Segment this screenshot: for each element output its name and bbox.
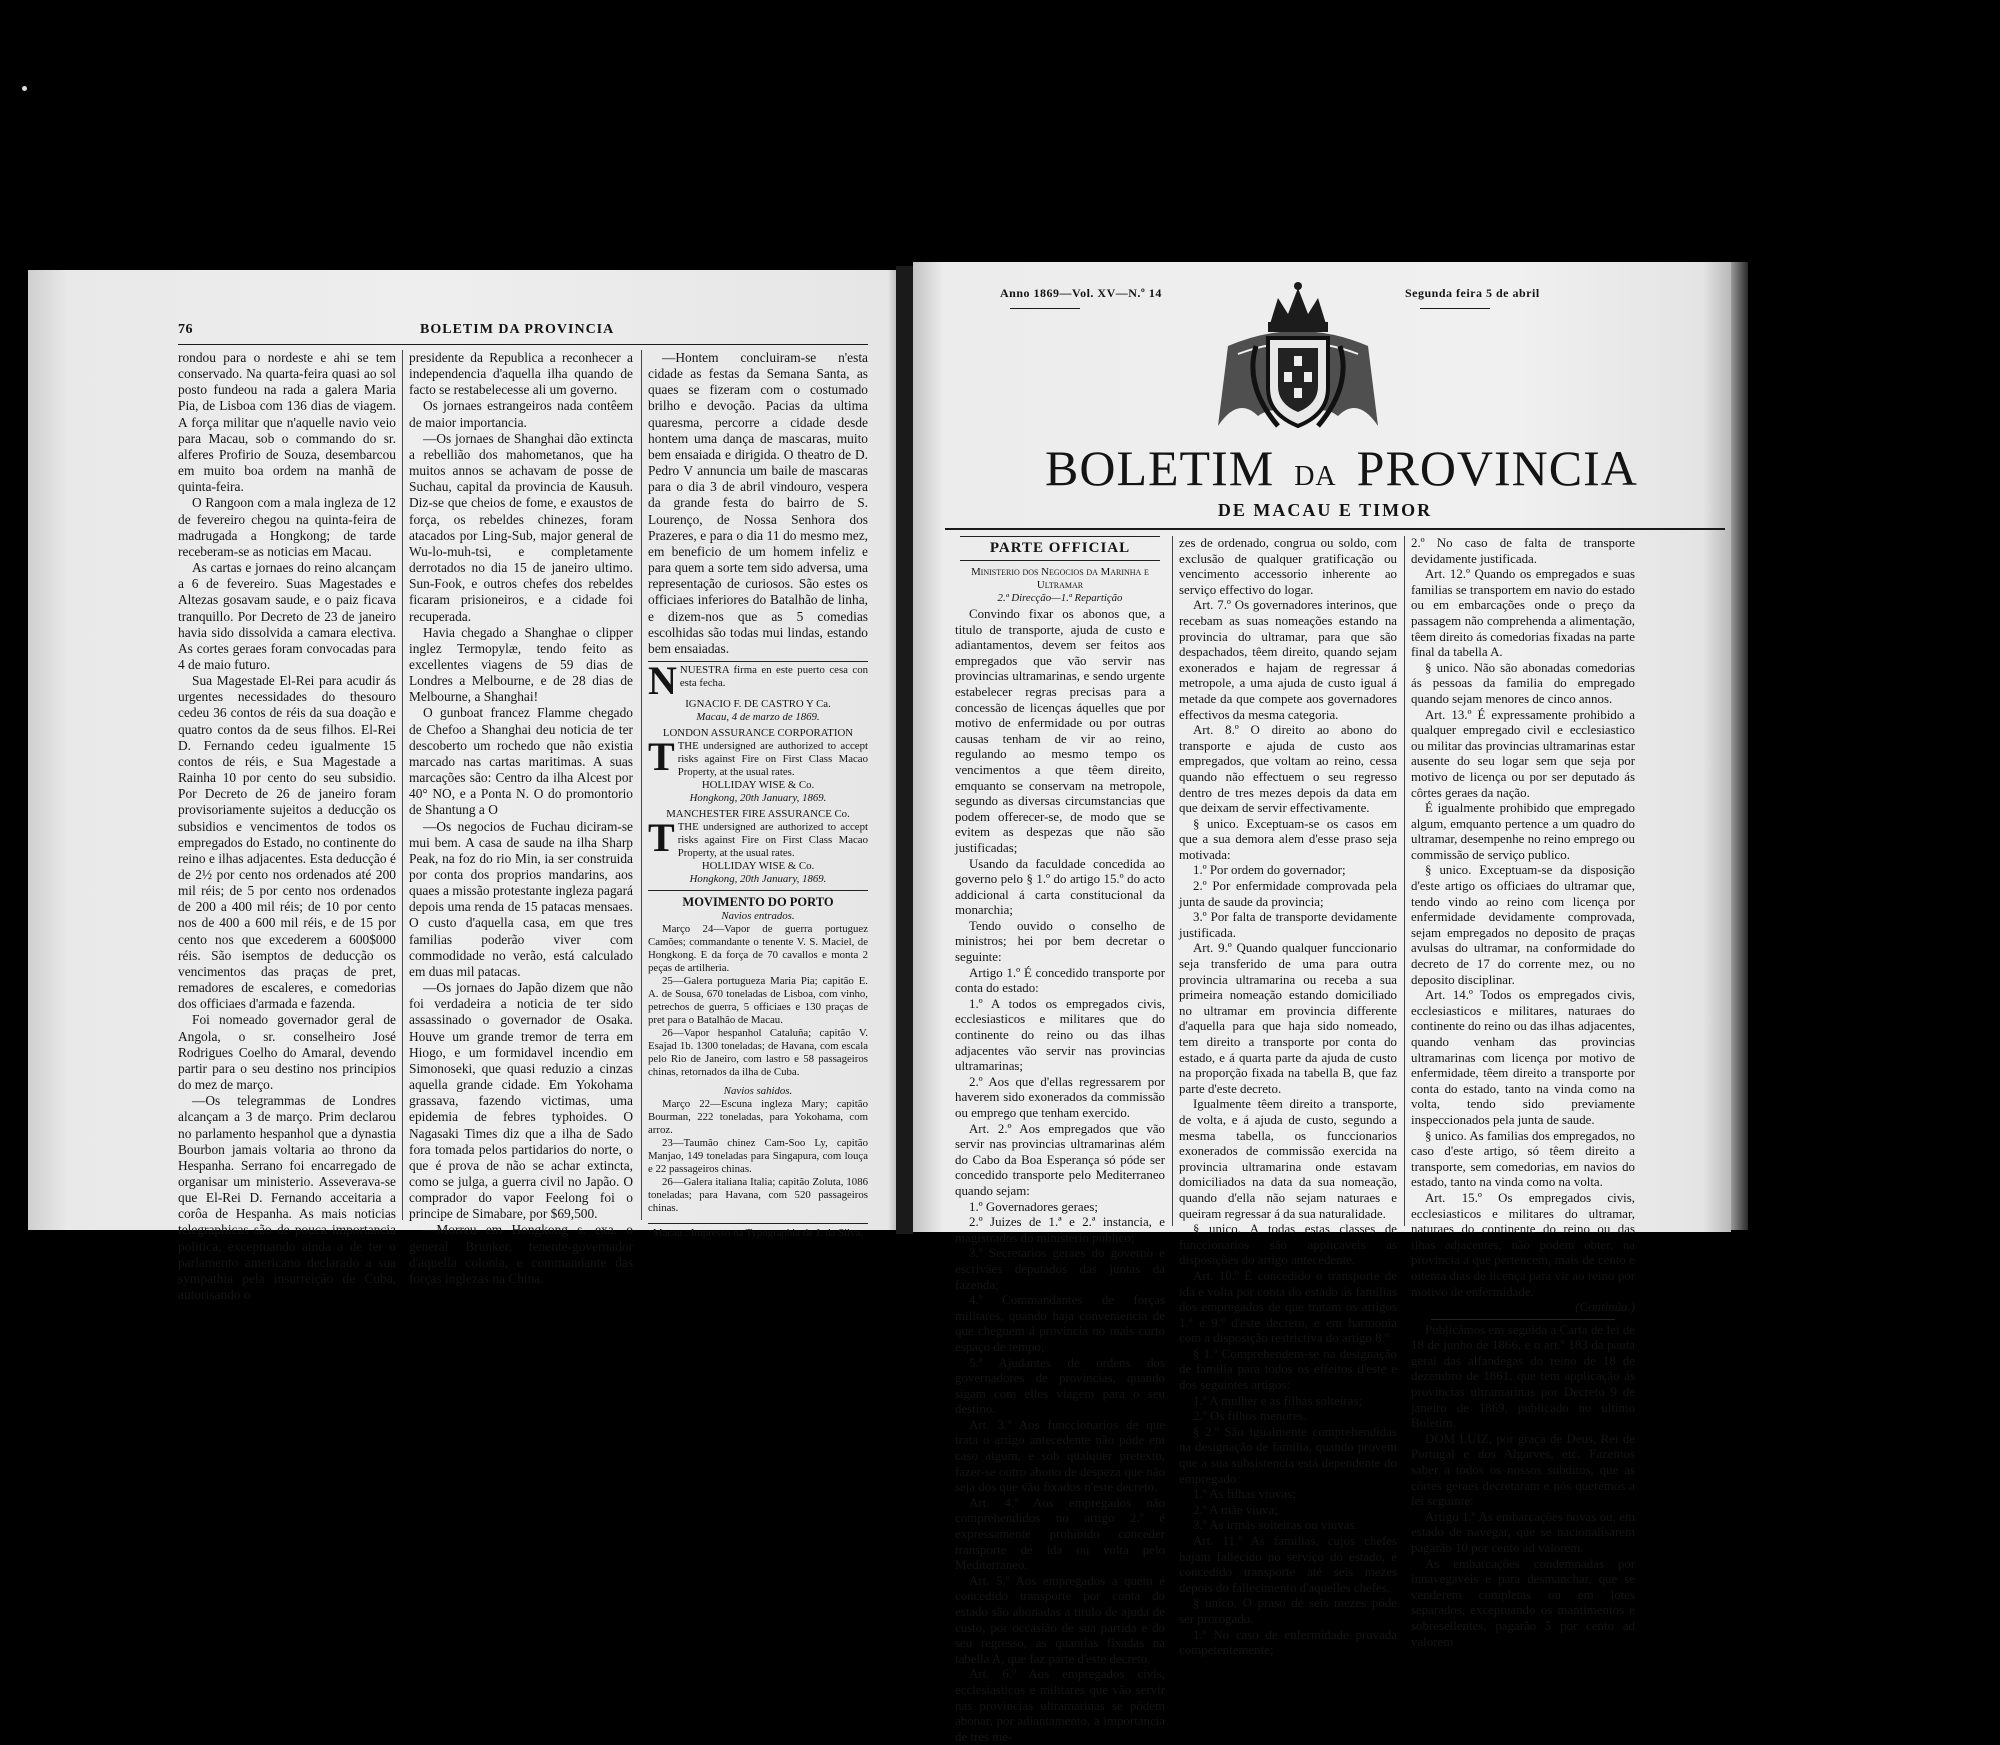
list-item: 25—Galera portugueza Maria Pia; capitão E. A. de Sousa, 670 toneladas de Lisboa, com vinho, petrechos de guerra, 5 officiaes e 130 praças de pret para o Batalhão de Macau. [648, 975, 868, 1027]
paragraph: Igualmente têem direito a transporte, de volta, e á ajuda de custo, segundo a mesma tabella, os funccionarios exonerados de commissão exercida na provincia ultramarina onde estavam domiciliados na data da sua nomeação, quando d'ella não sejam naturaes e queiram regressar á da sua naturalidade. [1179, 1097, 1397, 1221]
paragraph: 2.º Juizes de 1.ª e 2.ª instancia, e magistrados do ministerio publico; [955, 1215, 1165, 1245]
paragraph: Art. 6.º Aos empregados civis, ecclesiasticos e militares que vão servir nas provincias ultramarinas se pódem abonar, por adiantamento, a importancia de tres me- [955, 1667, 1165, 1744]
page-number: 76 [178, 322, 193, 337]
paragraph: Os jornaes estrangeiros nada contêem de maior importancia. [409, 398, 633, 430]
paragraph: Art. 2.º Aos empregados que vão servir nas provincias ultramarinas além do Cabo da Boa Esperança só póde ser concedido transporte pelo Mediterraneo quando sejam: [955, 1121, 1165, 1198]
ad-castro: NNUESTRA firma en este puerto cesa con esta fecha. IGNACIO F. DE CASTRO Y Ca. Macau, 4 de marzo de 1869. [648, 657, 868, 723]
paragraph: Art. 11.º As familias, cujos chefes hajam fallecido no serviço do estado, é concedido transporte até seis mezes depois do fallecimento d'aquelles chefes. [1179, 1534, 1397, 1595]
paragraph: Art. 12.º Quando os empregados e suas familias se transportem em navio do estado ou em embarcações onde o preço da passagem não comprehenda a alimentação, têem direito ás comedorias fixadas na parte final da tabella A. [1411, 567, 1635, 660]
paragraph: —Os negocios de Fuchau diciram-se mui bem. A casa de saude na ilha Sharp Peak, na foz do rio Min, ia ser construida por conta dos proprios mandarins, aos quaes a missão protestante ingleza pagará depois uma renda de 15 patacas mensaes. O custo d'aquella casa, em que tres familias poderão viver com commodidade no verão, está calculado em duas mil patacas. [409, 818, 633, 979]
paragraph: Art. 5.º Aos empregados a quem é concedido transporte por conta do estado são abonadas a titulo de ajuda de custo, por occasião de sua partida e do seu regresso, as quantias fixadas na tabella A, que faz parte d'este decreto. [955, 1573, 1165, 1666]
right-column-3 [1411, 536, 1635, 1649]
paragraph: 4.º Commandantes de forças militares, quando haja conveniencia de que cheguem á provincia no mais curto espaço de tempo; [955, 1293, 1165, 1354]
paragraph: Publicâmos em seguida a Carta de lei de 18 de junho de 1866, e o art.º 183 da pauta geral das alfandegas do reino de 18 de dezembro de 1861, que tem applicação ás provincias ultramarinas por Decreto 9 de janeiro de 1869, publicado no ultimo Boletim. [1411, 1322, 1635, 1431]
paragraph: Art. 10.º É concedido o transporte de ida e volta por conta do estado ás familias dos empregados de que tratam os artigos 1.º e 9.º d'este decreto, e em harmonia com a disposição restrictiva do artigo 8.º [1179, 1268, 1397, 1346]
paragraph: 3.º Por falta de transporte devidamente justificada. [1179, 910, 1397, 940]
paragraph: 1.º As filhas viuvas; [1193, 1487, 1296, 1502]
paragraph: Art. 4.º Aos empregados não comprehendidos no artigo 2.º é expressamente prohibido conceder transporte de ida ou volta pelo Mediterraneo. [955, 1495, 1165, 1573]
paragraph: § unico. Não são abonadas comedorias ás pessoas da familia do empregado quando sejam menores de cinco annos. [1411, 660, 1635, 706]
film-speck [22, 86, 27, 91]
right-column-2 [1179, 536, 1397, 1658]
list-item: Março 22—Escuna ingleza Mary; capitão Bourman, 222 toneladas, para Yokohama, com arroz. [648, 1098, 868, 1137]
column-divider [1172, 536, 1173, 1226]
paragraph: presidente da Republica a reconhecer a independencia d'aquella ilha quando de facto se restabelecesse ali um governo. [409, 350, 633, 398]
paragraph: Art. 14.º Todos os empregados civis, ecclesiasticos e militares, naturaes do continente do reino ou das ilhas adjacentes, quando venham das provincias ultramarinas com licença por motivo de enfermidade, têem direito a transporte por conta do estado, tanto na vinda como na volta, tendo sido previamente inspeccionados pela junta de saude. [1411, 988, 1635, 1127]
paragraph: 3.º As irmãs solteiras ou viuvas. [1193, 1518, 1358, 1533]
paragraph: —Os telegrammas de Londres alcançam a 3 de março. Prim declarou no parlamento hespanhol que a dynastia Bourbon jamais voltaria ao throno da Hespanha. Serrano foi encarregado de organisar um ministerio. Asseverava-se que El-Rei D. Fernando acceitaria a corôa de Hespanha. As mais noticias telegraphicas são de pouca importancia politica, exceptuando ainda a de ter o parlamento americano declarado a sua sympathia pela insurreição de Cuba, autorisando o [178, 1093, 396, 1303]
parte-official-heading: PARTE OFFICIAL [960, 536, 1160, 561]
paragraph: 2.º A mãe viuva; [1193, 1502, 1278, 1517]
paragraph: Tendo ouvido o conselho de ministros; hei por bem decretar o seguinte: [955, 918, 1165, 965]
paragraph: —Hontem concluiram-se n'esta cidade as festas da Semana Santa, as quaes se fizeram com o costumado brilho e devoção. Pacias da ultima quaresma, percorre a cidade desde hontem uma dança de mascaras, muito bem ensaiada e dirigida. O theatro de D. Pedro V annuncia um baile de mascaras para o dia 3 de abril vindouro, vespera da grande festa do bairro de S. Lourenço, de Nossa Senhora dos Prazeres, e para o dia 11 do mesmo mez, em beneficio de um homem infeliz e para quem a sorte tem sido adversa, uma representação de curiosos. São estes os officiaes inferiores do Batalhão de linha, e dizem-nos que as 5 comedias escolhidas são todas mui lindas, estando bem ensaiadas. [648, 350, 868, 656]
paragraph: Art. 7.º Os governadores interinos, que recebam as suas nomeações estando na provincia do ultramar, para que são despachados, têem direito, quando sejam exonerados e hajam de regressar á metropole, a uma ajuda de custo igual á metade da que compete aos governadores effectivos da mesma categoria. [1179, 598, 1397, 722]
paragraph: 2.º Aos que d'ellas regressarem por haverem sido exonerados da commissão ou emprego que tenham exercido. [955, 1074, 1165, 1120]
paragraph: 1.º A todos os empregados civis, ecclesiasticos e militares que do continente do reino ou das ilhas adjacentes vão servir nas provincias ultramarinas; [955, 996, 1165, 1074]
paragraph: Convindo fixar os abonos que, a titulo de transporte, ajuda de custo e adiantamentos, devem ser feitos aos empregados que vão servir nas provincias ultramarinas, e sendo urgente estabelecer regras precisas para a concessão de licenças áquelles que por motivo de enfermidade ou por outras causas tenham de vir ao reino, regulando ao mesmo tempo os vencimentos a que têem direito, emquanto se conservam na metropole, segundo as diversas circumstancias que podem offerecer-se, de modo que se evitem as despezas que não são justificadas; [955, 607, 1165, 855]
left-column-3 [648, 350, 868, 1240]
list-item: 23—Taumão chinez Cam-Soo Ly, capitão Manjao, 149 toneladas para Singapura, com louça e 22 passageiros chinas. [648, 1137, 868, 1176]
ad-manchester-fire: MANCHESTER FIRE ASSURANCE Co. TTHE undersigned are authorized to accept risks against Fire on First Class Macao Property, at the usual rates. HOLLIDAY WISE & Co. Hongkong, 20th January, 1869. [648, 807, 868, 885]
entrados-list [648, 923, 868, 1079]
paragraph: As cartas e jornaes do reino alcançam a 6 de fevereiro. Suas Magestades e Altezas gosavam saude, e o paiz ficava tranquillo. Por Decreto de 23 de janeiro havia sido dissolvida a camara electiva. As cortes geraes foram convocadas para 4 de maio futuro. [178, 560, 396, 672]
paragraph: As embarcações condemnadas por innavegaveis e para desmanchar, que se venderem completas ou em lotes separados, exceptuando os mantimentos e sobresellentes, pagarão 5 por cento ad valorem [1411, 1556, 1635, 1649]
ad-london-assurance: LONDON ASSURANCE CORPORATION TTHE undersigned are authorized to accept risks against Fire on First Class Macao Property, at the usual rates. HOLLIDAY WISE & Co. Hongkong, 20th January, 1869. [648, 726, 868, 804]
paragraph: § unico. As familias dos empregados, no caso d'este artigo, só têem direito a transporte, sem comedorias, em navios do estado, tanto na vinda como na volta. [1411, 1128, 1635, 1190]
paragraph: § unico. A todas estas classes de funccionarios são applicaveis as disposições do artigo antecedente. [1179, 1222, 1397, 1268]
royal-crest-icon [1208, 276, 1388, 438]
paragraph: Art. 9.º Quando qualquer funccionario seja transferido de uma para outra provincia ultramarina ou receba a sua primeira nomeação estando domiciliado no ultramar em provincia differente d'aquella para que haja sido nomeado, tem direito a transporte por conta do estado, e á quarta parte da ajuda de custo na proporção fixada na tabella B, que faz parte d'este decreto. [1179, 941, 1397, 1096]
paragraph: § 2.º São igualmente comprehendidas na designação de familia, quando provem que a sua subsistencia está dependente do empregado: [1179, 1424, 1397, 1486]
paragraph: Artigo 1.º As embarcações novas ou, em estado de navegar, que se nacionalisarem pagarão 10 por cento ad valorem. [1411, 1509, 1635, 1555]
masthead-title [1045, 440, 1638, 505]
page-edge [1731, 262, 1748, 1230]
left-column-1 [178, 350, 396, 1303]
list-item: 26—Vapor hespanhol Cataluña; capitão V. Esajad 1b. 1300 toneladas; de Havana, com escala pelo Rio de Janeiro, com lastro e 58 passageiros chinas, retornados da ilha de Cuba. [648, 1027, 868, 1079]
imprint: Macau : Impresso na Typographia de J. da Silva. [652, 1227, 864, 1240]
continua-note: (Continúa.) [1575, 1300, 1635, 1315]
book-spine [896, 266, 913, 1234]
ornament-rule [1010, 308, 1080, 309]
title-provincia: PROVINCIA [1356, 440, 1638, 496]
paragraph: 1.º A mulher e as filhas solteiras; [1193, 1393, 1363, 1408]
column-divider [1404, 536, 1405, 1226]
direccao-heading: 2.ª Direcção—1.ª Repartição [997, 592, 1123, 604]
paragraph: O gunboat francez Flamme chegado de Chefoo a Shanghai deu noticia de ter descoberto um rochedo que não existia marcado nas cartas maritimas. A suas marcações são: Centro da ilha Alcest por 40° NO, e a Ponta N. O do promontorio de Shantung a O [409, 705, 633, 818]
header-rule [178, 344, 868, 345]
paragraph: Art. 8.º O direito ao abono do transporte e ajuda de custo aos empregados, que voltam ao reino, cessa quando não effectuem o seu regresso dentro de tres mezes depois da data em que deixam de servir effectivamente. [1179, 723, 1397, 816]
paragraph: § unico. Exceptuam-se da disposição d'este artigo os officiaes do ultramar que, tendo vindo ao reino com licença por enfermidade devidamente comprovada, sejam empregados no deposito de praças avulsas do ultramar, na conformidade do decreto de 17 do corrente mez, ou no deposito disciplinar. [1411, 863, 1635, 987]
list-item: 26—Galera italiana Italia; capitão Zoluta, 1086 toneladas; para Havana, com 520 passageiros chinas. [648, 1176, 868, 1215]
paragraph: § 1.º Comprehendem-se na designação de familia para todos os effeitos d'este e dos seguintes artigos: [1179, 1346, 1397, 1393]
right-column-1 [955, 566, 1165, 1744]
paragraph: O Rangoon com a mala ingleza de 12 de fevereiro chegou na quinta-feira de madrugada a Hongkong; de tarde receberam-se as noticias em Macau. [178, 495, 396, 559]
list-item: Março 24—Vapor de guerra portuguez Camões; commandante o tenente V. S. Maciel, de Hongkong. E da força de 70 cavallos e monta 2 peças de artilheria. [648, 923, 868, 975]
paragraph: Art. 3.º Aos funccionarios de que trata o artigo antecedente não póde em caso algum, e sob qualquer pretexto, fazer-se outro abono de despeza que não seja dos que vão fixados n'este decreto. [955, 1417, 1165, 1495]
paragraph: Art. 13.º É expressamente prohibido a qualquer empregado civil e ecclesiastico ou militar das provincias ultramarinas estar ausente do seu logar sem que seja por motivo de licença ou por ser deputado ás côrtes geraes da nação. [1411, 707, 1635, 800]
ornament-rule [1420, 308, 1490, 309]
masthead-rule [945, 528, 1725, 530]
paragraph: 1.º Por ordem do governador; [1193, 863, 1346, 878]
navios-entrados-heading: Navios entrados. [721, 910, 795, 923]
masthead-subtitle: DE MACAU E TIMOR [1217, 500, 1433, 520]
paragraph: Artigo 1.º É concedido transporte por conta do estado: [955, 965, 1165, 996]
paragraph: Havia chegado a Shanghae o clipper inglez Termopylæ, tendo feito as excellentes viagens de 59 dias de Londres a Melbourne, e de 28 dias de Melbourne, a Shanghai! [409, 624, 633, 705]
paragraph: § unico. Exceptuam-se os casos em que a sua demora alem d'esse praso seja motivada: [1179, 816, 1397, 862]
paragraph: 1.º No caso de enfermidade provada competentemente; [1179, 1627, 1397, 1658]
paragraph: 5.º Ajudantes de ordens dos governadores de provincias, quando sigam com elles viagem para o seu destino. [955, 1355, 1165, 1417]
paragraph: 3.º Secretarios geraes do governo e escrivães deputados das juntas da fazenda; [955, 1246, 1165, 1292]
paragraph: É igualmente prohibido que empregado algum, emquanto pertence a um quadro do ultramar, desempenhe no reino emprego ou commissão de serviço publico. [1411, 801, 1635, 862]
title-boletim: BOLETIM [1045, 440, 1275, 496]
issue-line: Anno 1869—Vol. XV—N.º 14 [1000, 286, 1162, 300]
navios-sahidos-heading: Navios sahidos. [723, 1085, 793, 1098]
paragraph: —Os jornaes de Shanghai dão extincta a rebellião dos mahometanos, que ha muitos annos se achavam de posse de Suchau, capital da provincia de Kausuh. Diz-se que cheios de fome, e exaustos de força, os rebeldes chinezes, foram atacados por Ling-Sub, major general de Wu-lo-muh-tsi, e completamente derrotados no dia 15 de janeiro ultimo. Sun-Fook, e outros chefes dos rebeldes ficaram prisioneiros, e a cidade foi recuperada. [409, 430, 633, 624]
paragraph: Foi nomeado governador geral de Angola, o sr. conselheiro José Rodrigues Coelho do Amaral, devendo partir para o seu destino nos principios do mez de março. [178, 1012, 396, 1093]
paragraph: Sua Magestade El-Rei para acudir ás urgentes necessidades do thesouro cedeu 36 contos de réis da sua doação e quatro contos da de seus filhos. El-Rei D. Fernando cedeu igualmente 15 contos de réis, e Sua Magestade a Rainha 10 por cento do seu subsidio. Por Decreto de 26 de janeiro foram provisoriamente sujeitos a deducção os subsidios e vencimentos de todos os empregados do Estado, no continente do reino e ilhas adjacentes. Esta deducção é de 2½ por cento nos ordenados até 200 mil réis; de 5 por cento nos ordenados de 200 a 400 mil réis; de 10 por cento nos de 400 a 600 mil réis, e de 15 por cento nos que excederem a 600$000 réis. São isemptos de deducção os vencimentos das praças de pret, remadores de escaleres, e comedorias dos officiaes d'armada e fazenda. [178, 673, 396, 1012]
column-divider [641, 350, 642, 1220]
paragraph: 1.º Governadores geraes; [969, 1199, 1098, 1214]
paragraph: DOM LUIZ, por graça de Deus, Rei de Portugal e dos Algarves, etc. Fazemos saber a todos os nossos subditos, que as côrtes geraes decretaram e nós queremos a lei seguinte: [1411, 1431, 1635, 1509]
paragraph: Art. 15.º Os empregados civis, ecclesiasticos e militares do ultramar, naturaes do continente do reino ou das ilhas adjacentes, não podem obter, na provincia a que pertencem, mais de cento e oitenta dias de licença para vir ao reino por motivo de enfermidade. [1411, 1190, 1635, 1299]
column-divider [402, 350, 403, 1220]
paragraph: 2.º Por enfermidade comprovada pela junta de saude da provincia; [1179, 879, 1397, 909]
date-line: Segunda feira 5 de abril [1405, 286, 1540, 300]
movimento-heading: MOVIMENTO DO PORTO [682, 894, 834, 909]
title-da: DA [1294, 461, 1337, 492]
paragraph: Usando da faculdade concedida ao governo pelo § 1.º do artigo 15.º do acto addicional á carta constitucional da monarchia; [955, 856, 1165, 918]
paragraph: 2.º Os filhos menores. [1193, 1409, 1307, 1424]
sahidos-list [648, 1098, 868, 1215]
paragraph: zes de ordenado, congrua ou soldo, com exclusão de qualquer gratificação ou vencimento accessorio inherente ao serviço effectivo do logar. [1179, 536, 1397, 597]
paragraph: § unico. O praso de seis mezes póde ser prorogado. [1179, 1596, 1397, 1626]
paragraph: 2.º No caso de falta de transporte devidamente justificada. [1411, 536, 1635, 566]
ministerio-heading: Ministerio dos Negocios da Marinha e Ultramar [971, 566, 1149, 591]
paragraph: —Os jornaes do Japão dizem que não foi verdadeira a noticia de ter sido assassinado o governador de Osaka. Houve um grande tremor de terra em Hiogo, e um formidavel incendio em Simonoseki, que quasi reduzio a cinzas aquella grande cidade. Em Yokohama grassava, fazendo victimas, uma epidemia de febres typhoides. O Nagasaki Times diz que a ilha de Sado fora tomada pelos partidarios do norte, o que é prova de não se achar extincta, como se julga, a guerra civil no Japão. O comprador do vapor Feelong foi o principe de Simabare, por $69,500. [409, 980, 633, 1222]
running-head: BOLETIM DA PROVINCIA [420, 322, 615, 337]
paragraph: —Morreu em Hongkong s. exa. o general Brunker, tenente-governador d'aquella colonia, e commandante das forças inglezas na China. [409, 1222, 633, 1286]
paragraph: rondou para o nordeste e ahi se tem conservado. Na quarta-feira quasi ao sol posto fundeou na rada a galera Maria Pia, de Lisboa com 136 dias de viagem. A força militar que n'aquelle navio veio para Macau, sob o commando do sr. alferes Profirio de Souza, desembarcou em muito boa ordem na manhã de quinta-feira. [178, 350, 396, 495]
left-column-2 [409, 350, 633, 1286]
